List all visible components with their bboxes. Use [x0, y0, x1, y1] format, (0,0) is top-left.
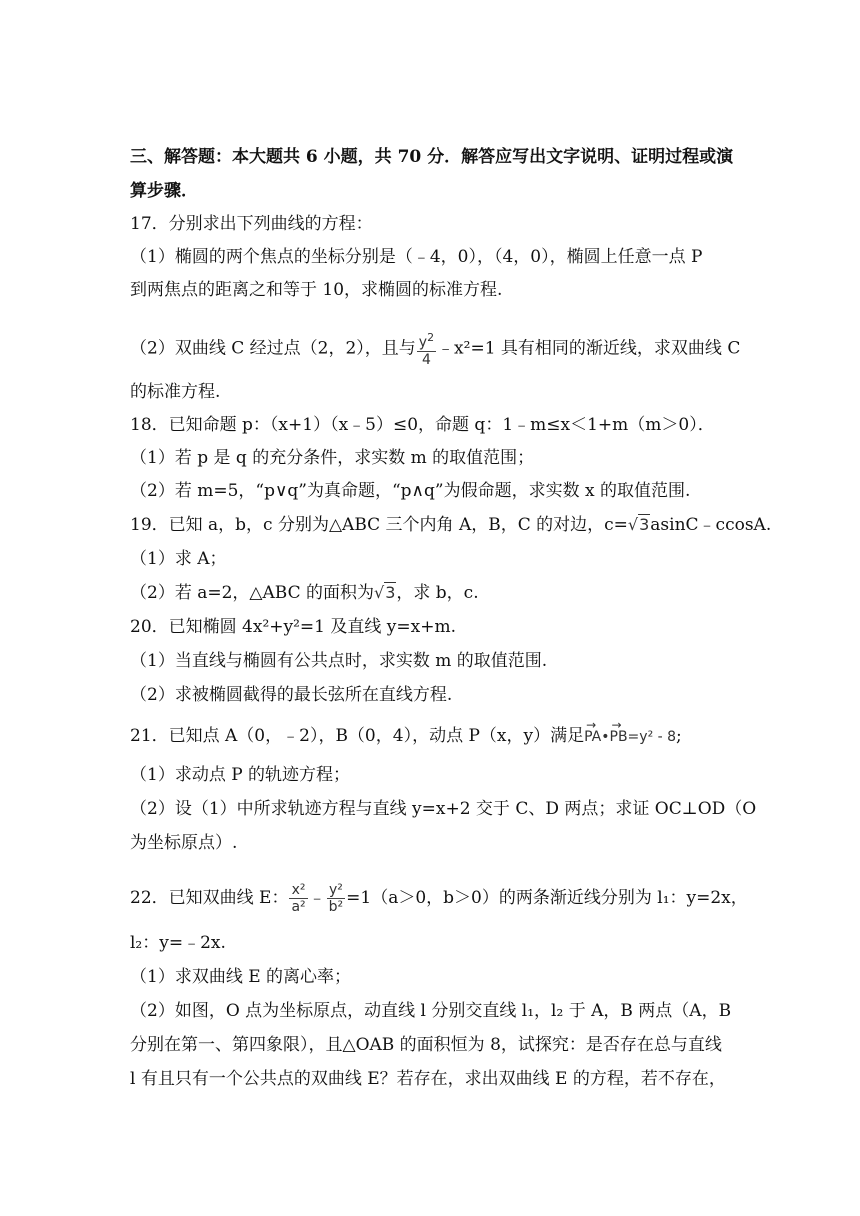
q22-stem-line1: 22．已知双曲线 E： $\frac{\text{x²}}{\text{a²}}$ ﹣ $\frac{\text{y²}}{\text{b²}}$ =1（a＞0，b＞0）的两条渐近线分别为 l₁：y=2x，: [130, 882, 748, 915]
q21-part1: （1）求动点 P 的轨迹方程；: [130, 765, 351, 785]
section-heading-line2: 算步骤．: [130, 181, 198, 201]
q20-stem: 20．已知椭圆 4x²+y²=1 及直线 y=x+m.: [130, 617, 456, 637]
q21-vector-rhs: =y² - 8: [627, 728, 677, 745]
q19-part2-after: ，求 b，c.: [396, 583, 479, 603]
q22-part2-line3: l 有且只有一个公共点的双曲线 E？若存在，求出双曲线 E 的方程，若不存在，: [130, 1069, 726, 1089]
q19-part2-before: （2）若 a=2，△ABC 的面积为: [130, 583, 374, 603]
q19-part2-sqrt: √3: [374, 583, 396, 602]
q22-part2-line2: 分别在第一、第四象限），且△OAB 的面积恒为 8，试探究：是否存在总与直线: [130, 1035, 722, 1055]
q21-vector-pa: → PA: [584, 726, 601, 748]
q22-part1: （1）求双曲线 E 的离心率；: [130, 967, 352, 987]
q21-vector-pb: → PB: [610, 726, 628, 748]
q21-stem: [130, 725, 682, 748]
q21-stem-after: ;: [676, 726, 682, 746]
q20-part2: （2）求被椭圆截得的最长弦所在直线方程.: [130, 685, 453, 705]
q17-part2-before: （2）双曲线 C 经过点（2，2），且与: [130, 338, 416, 359]
q22-part2-line1: （2）如图，O 点为坐标原点，动直线 l 分别交直线 l₁，l₂ 于 A，B 两点（A，B: [130, 1001, 732, 1021]
q17-fraction: [417, 330, 436, 368]
q17-frac-den: 4: [421, 351, 431, 368]
q17-part1-line2: 到两焦点的距离之和等于 10，求椭圆的标准方程.: [130, 280, 503, 300]
q19-stem-before: 19．已知 a，b，c 分别为△ABC 三个内角 A，B，C 的对边，c=: [130, 515, 628, 535]
q19-stem-after: asinC﹣ccosA.: [650, 515, 772, 535]
q19-part2: [130, 582, 479, 604]
q22-frac2-num: y²: [327, 882, 346, 899]
q22-fraction-x: [289, 882, 307, 915]
section-heading-line1: 三、解答题：本大题共 6 小题，共 70 分．解答应写出文字说明、证明过程或演: [130, 147, 734, 167]
q22-frac1-den: a²: [291, 899, 306, 915]
q19-stem: [130, 514, 771, 536]
q17-part2-line2: 的标准方程.: [130, 382, 221, 402]
q20-part1: （1）当直线与椭圆有公共点时，求实数 m 的取值范围.: [130, 651, 548, 671]
q17-part1-line1: （1）椭圆的两个焦点的坐标分别是（﹣4，0），（4，0），椭圆上任意一点 P: [130, 247, 703, 267]
q22-fraction-y: [327, 882, 346, 915]
q18-part2: （2）若 m=5，“p∨q”为真命题，“p∧q”为假命题，求实数 x 的取值范围.: [130, 481, 691, 501]
q21-part2-line1: （2）设（1）中所求轨迹方程与直线 y=x+2 交于 C、D 两点；求证 OC⊥OD（O: [130, 799, 757, 819]
q21-part2-line2: 为坐标原点）.: [130, 833, 238, 853]
q19-part1: （1）求 A；: [130, 549, 227, 569]
q17-part2-line1: [130, 330, 740, 368]
q18-part1: （1）若 p 是 q 的充分条件，求实数 m 的取值范围；: [130, 448, 535, 468]
q22-stem-after: =1（a＞0，b＞0）的两条渐近线分别为 l₁：y=2x，: [346, 888, 748, 908]
q21-vector-expression: → PA•→ PB=y² - 8: [584, 726, 676, 748]
q21-stem-before: 21．已知点 A（0，﹣2），B（0，4），动点 P（x，y）满足: [130, 726, 585, 746]
q19-sqrt: √3: [627, 515, 650, 534]
q17-frac-num: $y^2$: [418, 331, 435, 351]
q22-stem-line2: l₂：y=﹣2x.: [130, 933, 226, 953]
q22-stem-before: 22．已知双曲线 E：: [130, 888, 289, 908]
q22-frac1-num: x²: [289, 882, 307, 899]
q22-frac2-den: b²: [328, 899, 344, 915]
q17-part2-after: ﹣x²=1 具有相同的渐近线，求双曲线 C: [437, 338, 741, 359]
q17-stem: 17．分别求出下列曲线的方程：: [130, 214, 373, 234]
q18-stem: 18．已知命题 p：（x+1）（x﹣5）≤0，命题 q：1﹣m≤x＜1+m（m＞0）．: [130, 415, 715, 435]
